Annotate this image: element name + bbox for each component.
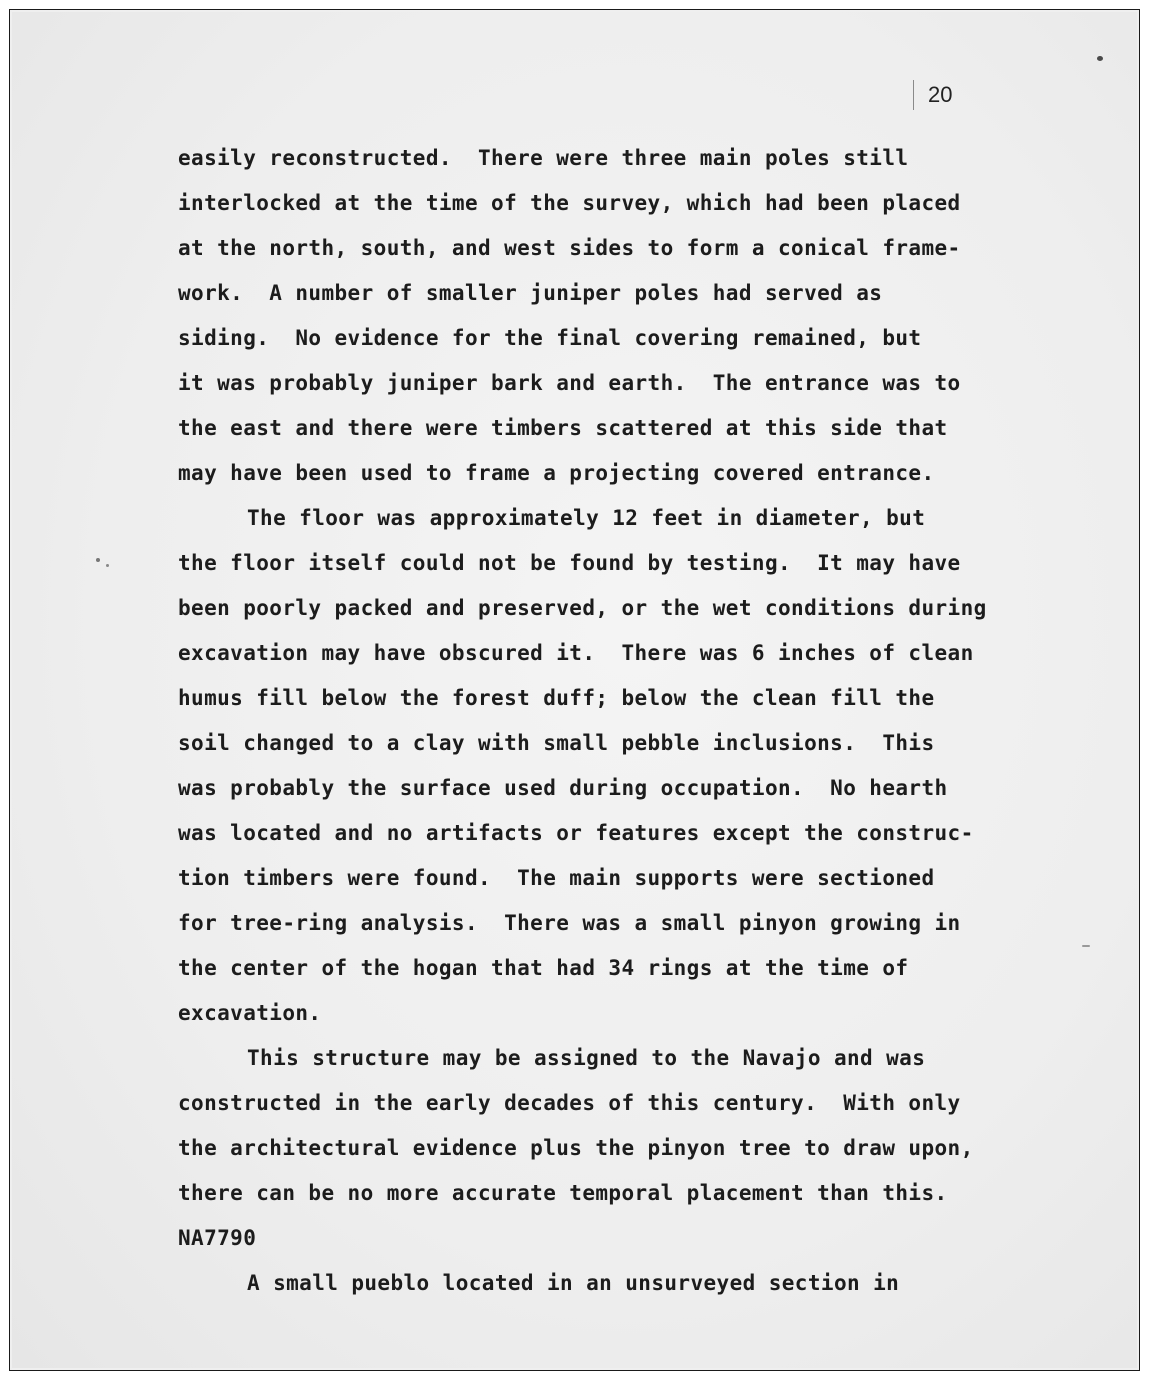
site-heading: NA7790 — [178, 1226, 257, 1250]
text-line: been poorly packed and preserved, or the wet conditions during — [178, 596, 987, 620]
scan-speck — [96, 558, 100, 562]
text-line: for tree-ring analysis. There was a small pinyon growing in — [178, 911, 961, 935]
text-line: easily reconstructed. There were three main poles still — [178, 146, 909, 170]
text-line: the architectural evidence plus the pinyon tree to draw upon, — [178, 1136, 974, 1160]
text-line: may have been used to frame a projecting covered entrance. — [178, 461, 935, 485]
text-line: at the north, south, and west sides to form a conical frame- — [178, 236, 961, 260]
text-line: there can be no more accurate temporal placement than this. — [178, 1181, 948, 1205]
text-line: tion timbers were found. The main supports were sectioned — [178, 866, 935, 890]
text-line: siding. No evidence for the final covering remained, but — [178, 326, 922, 350]
text-line: excavation may have obscured it. There was 6 inches of clean — [178, 641, 974, 665]
text-line: it was probably juniper bark and earth. The entrance was to — [178, 371, 961, 395]
page-number: 20 — [913, 80, 967, 110]
text-line: the center of the hogan that had 34 rings at the time of — [178, 956, 909, 980]
text-line: interlocked at the time of the survey, which had been placed — [178, 191, 961, 215]
scan-speck — [106, 564, 109, 567]
paragraph-start-line: This structure may be assigned to the Navajo and was — [247, 1046, 926, 1070]
text-line: was located and no artifacts or features except the construc- — [178, 821, 974, 845]
scan-speck — [1082, 945, 1090, 947]
text-line: was probably the surface used during occupation. No hearth — [178, 776, 948, 800]
text-line: excavation. — [178, 1001, 322, 1025]
text-line: humus fill below the forest duff; below the clean fill the — [178, 686, 935, 710]
text-line: the floor itself could not be found by testing. It may have — [178, 551, 961, 575]
paragraph-start-line: A small pueblo located in an unsurveyed section in — [247, 1271, 900, 1295]
text-line: work. A number of smaller juniper poles had served as — [178, 281, 883, 305]
paragraph-start-line: The floor was approximately 12 feet in diameter, but — [247, 506, 926, 530]
text-line: constructed in the early decades of this century. With only — [178, 1091, 961, 1115]
text-line: soil changed to a clay with small pebble inclusions. This — [178, 731, 935, 755]
scan-speck — [1097, 56, 1103, 61]
text-line: the east and there were timbers scattered at this side that — [178, 416, 948, 440]
